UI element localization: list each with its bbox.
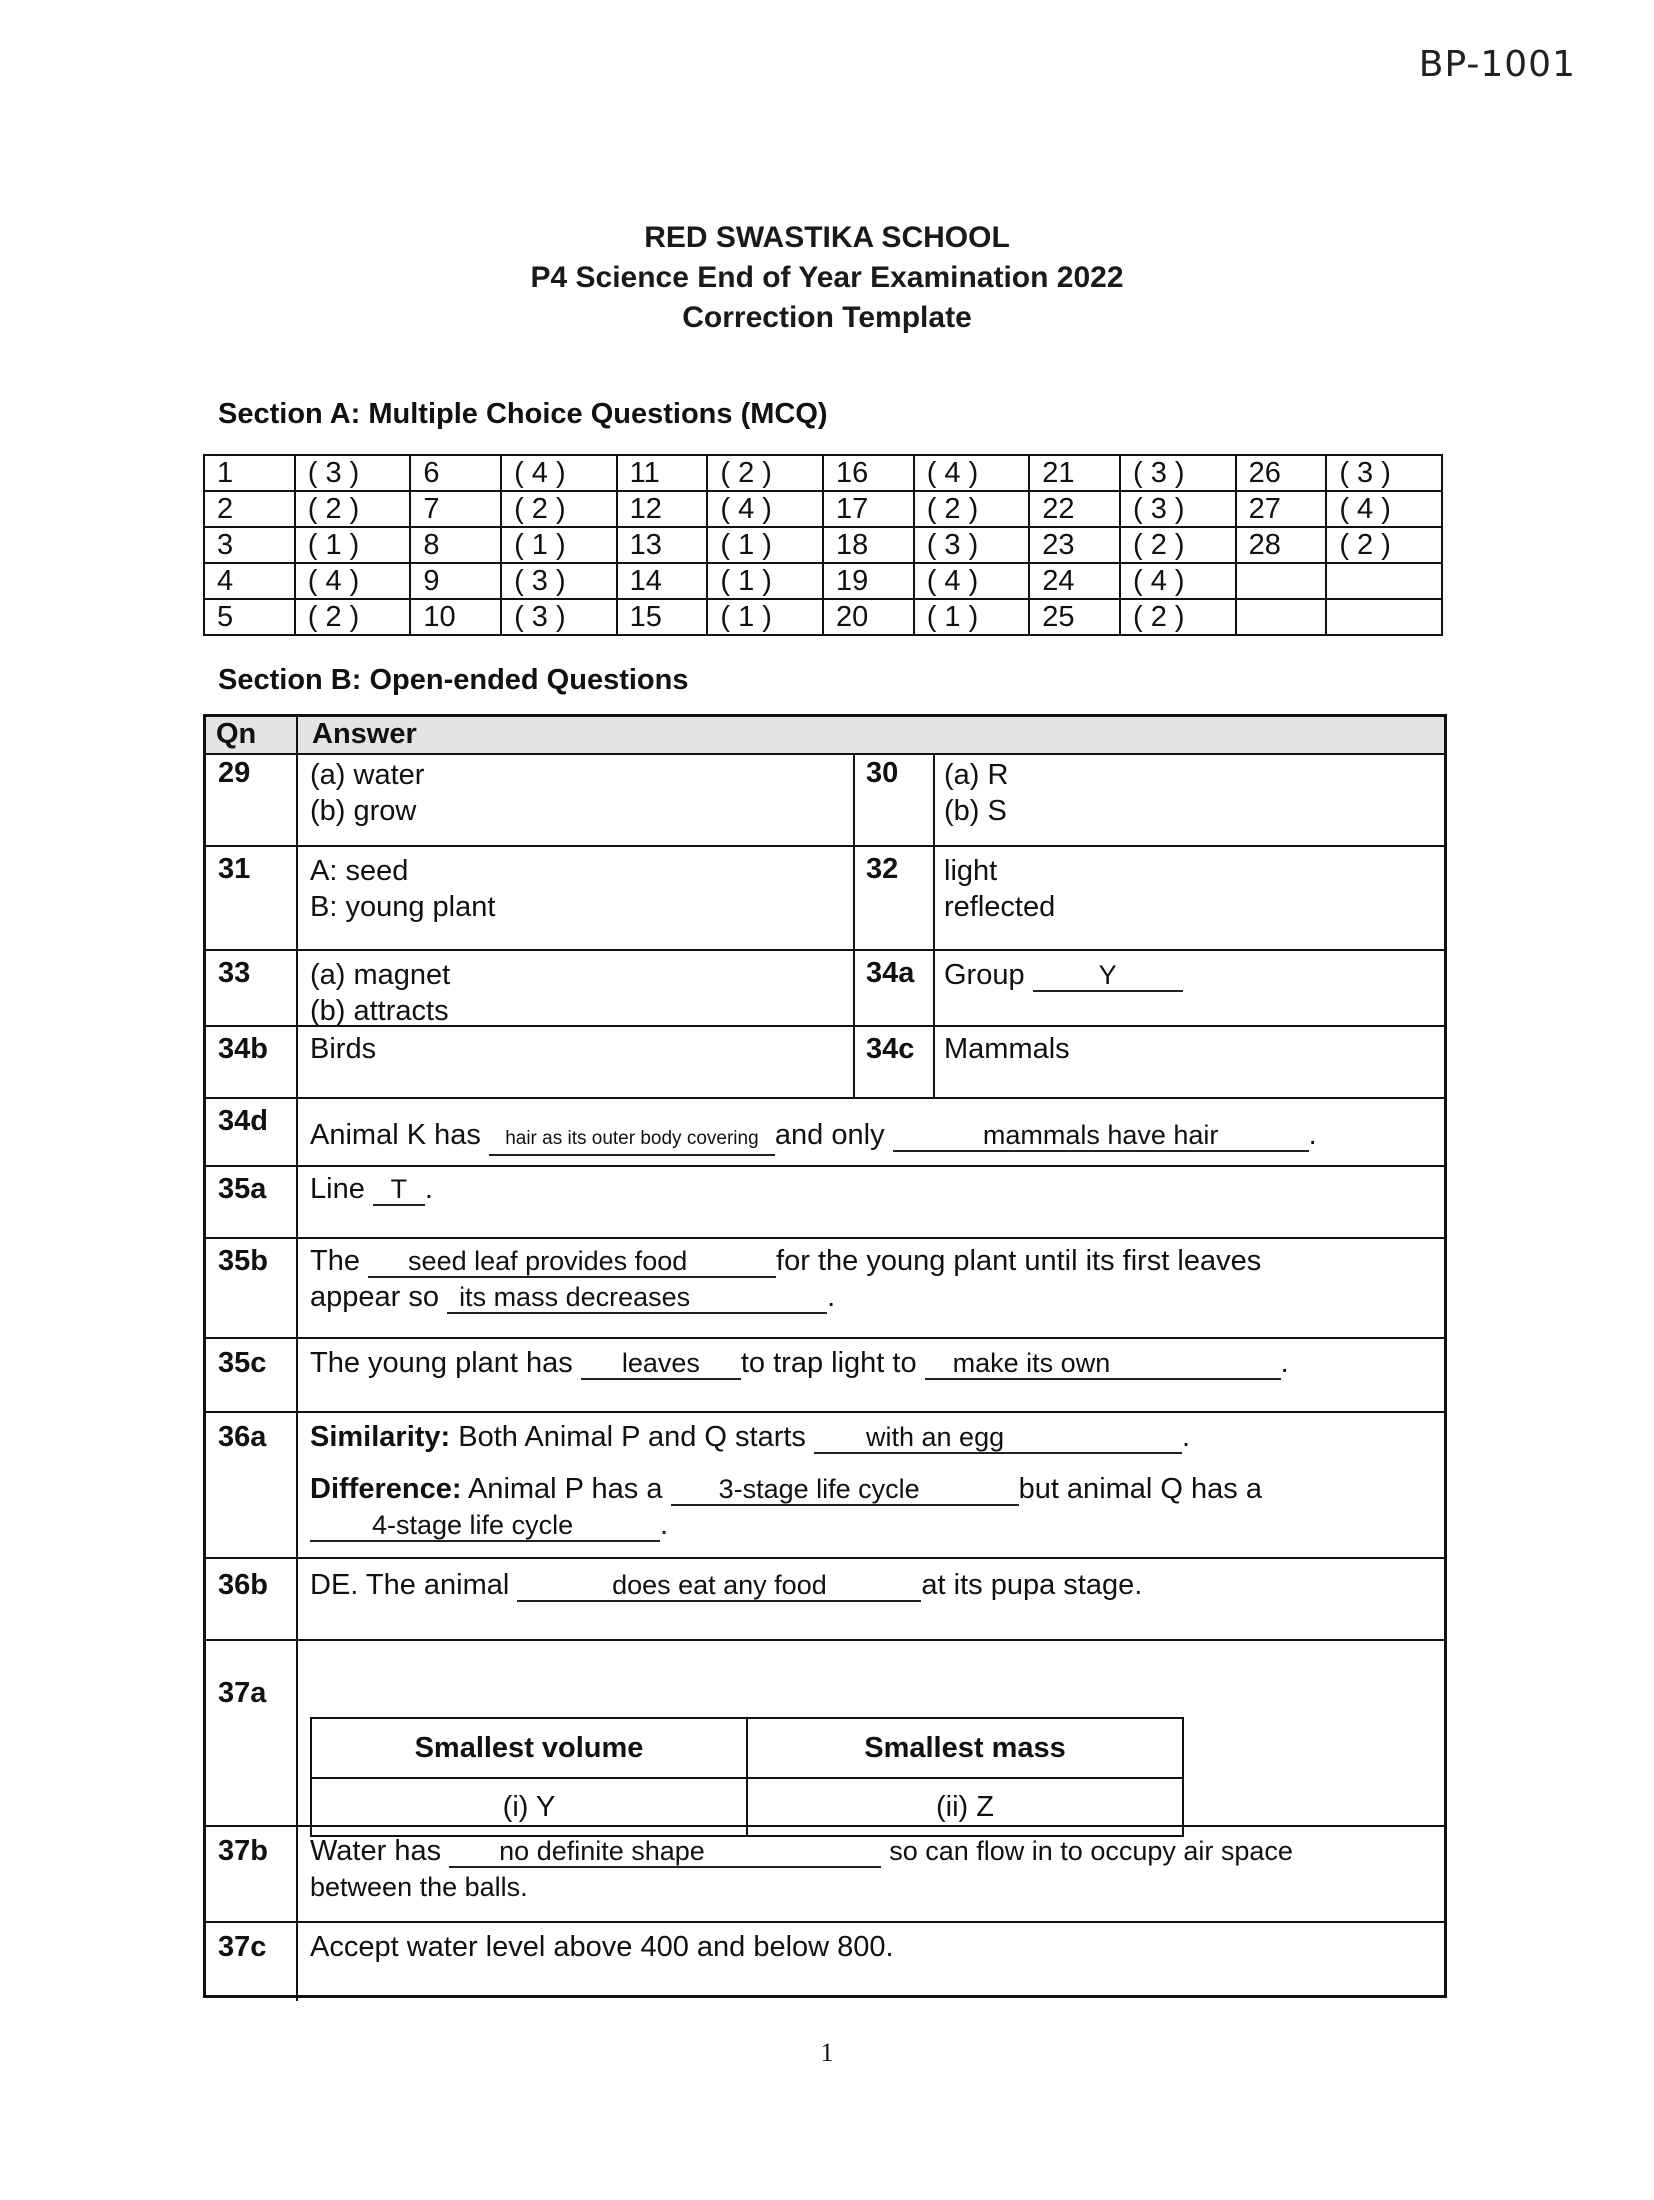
mcq-answer: ( 2 ) (707, 455, 823, 491)
mcq-question-number: 23 (1029, 527, 1120, 563)
q37a-number: 37a (218, 1677, 267, 1709)
q35b-answer: The seed leaf provides food for the young plant until its first leaves appear so its mass decreases . (310, 1245, 1262, 1313)
mcq-question-number: 9 (410, 563, 501, 599)
mcq-answer: ( 2 ) (1326, 527, 1442, 563)
open-ended-answer-table (203, 714, 1447, 1998)
q31-answer: A: seed B: young plant (310, 855, 496, 923)
q37c-number: 37c (218, 1931, 267, 1963)
q37b-answer: Water has no definite shape so can flow in to occupy air space between the balls. (310, 1835, 1293, 1902)
mcq-answer: ( 2 ) (295, 599, 411, 635)
document-id: BP-1001 (1418, 44, 1576, 85)
smallest-mass-header: Smallest mass (747, 1718, 1183, 1778)
mcq-answer: ( 3 ) (501, 563, 617, 599)
q36a-number: 36a (218, 1421, 267, 1453)
mcq-question-number: 5 (204, 599, 295, 635)
q34d-number: 34d (218, 1105, 268, 1137)
q34c-answer: Mammals (944, 1033, 1070, 1065)
mcq-row (204, 527, 1442, 563)
q35b-number: 35b (218, 1245, 268, 1277)
mcq-question-number: 7 (410, 491, 501, 527)
q37b-number: 37b (218, 1835, 268, 1867)
school-name: RED SWASTIKA SCHOOL (644, 221, 1010, 254)
mcq-answer: ( 4 ) (914, 563, 1030, 599)
q33-number: 33 (218, 957, 251, 989)
mcq-question-number (1236, 599, 1327, 635)
mcq-question-number: 11 (617, 455, 708, 491)
q34a-number: 34a (866, 957, 915, 989)
q36a-similarity: Similarity: Both Animal P and Q starts with an egg . (310, 1421, 1191, 1453)
mcq-answer: ( 2 ) (501, 491, 617, 527)
header-qn: Qn (216, 718, 257, 750)
q30-number: 30 (866, 757, 899, 789)
mcq-question-number: 16 (823, 455, 914, 491)
mcq-answer: ( 2 ) (295, 491, 411, 527)
template-subtitle: Correction Template (682, 301, 972, 334)
q37c-answer: Accept water level above 400 and below 800. (310, 1931, 894, 1963)
mcq-answer: ( 2 ) (1120, 527, 1236, 563)
mcq-question-number: 15 (617, 599, 708, 635)
q34a-answer: Group Y (944, 957, 1183, 993)
mcq-question-number: 26 (1236, 455, 1327, 491)
q30-answer: (a) R (b) S (944, 759, 1009, 827)
mcq-question-number: 27 (1236, 491, 1327, 527)
smallest-mass-answer: (ii) Z (747, 1778, 1183, 1836)
header-answer: Answer (312, 718, 417, 750)
mcq-question-number: 22 (1029, 491, 1120, 527)
mcq-question-number: 21 (1029, 455, 1120, 491)
mcq-answer: ( 1 ) (914, 599, 1030, 635)
q36b-answer: DE. The animal does eat any food at its pupa stage. (310, 1569, 1143, 1601)
mcq-row (204, 563, 1442, 599)
mcq-question-number: 18 (823, 527, 914, 563)
mcq-question-number (1236, 563, 1327, 599)
q35c-answer: The young plant has leaves to trap light to make its own . (310, 1347, 1289, 1379)
smallest-volume-answer: (i) Y (311, 1778, 747, 1836)
mcq-question-number: 12 (617, 491, 708, 527)
mcq-row (204, 455, 1442, 491)
mcq-answer: ( 3 ) (1120, 491, 1236, 527)
q34b-number: 34b (218, 1033, 268, 1065)
mcq-question-number: 20 (823, 599, 914, 635)
q34d-answer: Animal K has hair as its outer body covering and only mammals have hair . (310, 1117, 1317, 1156)
mcq-question-number: 24 (1029, 563, 1120, 599)
mcq-answer: ( 2 ) (914, 491, 1030, 527)
mcq-answer: ( 3 ) (501, 599, 617, 635)
mcq-answer: ( 4 ) (1120, 563, 1236, 599)
smallest-volume-header: Smallest volume (311, 1718, 747, 1778)
q35c-number: 35c (218, 1347, 267, 1379)
mcq-question-number: 14 (617, 563, 708, 599)
mcq-question-number: 28 (1236, 527, 1327, 563)
mcq-answer: ( 4 ) (707, 491, 823, 527)
q36b-number: 36b (218, 1569, 268, 1601)
mcq-question-number: 13 (617, 527, 708, 563)
q29-number: 29 (218, 757, 251, 789)
mcq-answer: ( 3 ) (1326, 455, 1442, 491)
mcq-answer: ( 4 ) (1326, 491, 1442, 527)
mcq-answer: ( 2 ) (1120, 599, 1236, 635)
mcq-answer (1326, 563, 1442, 599)
page-header (0, 218, 1654, 338)
section-b-title: Section B: Open-ended Questions (218, 664, 689, 696)
mcq-answer: ( 1 ) (707, 527, 823, 563)
mcq-answer: ( 1 ) (707, 599, 823, 635)
mcq-question-number: 19 (823, 563, 914, 599)
mcq-answer: ( 1 ) (501, 527, 617, 563)
page-number: 1 (820, 2038, 834, 2067)
mcq-question-number: 4 (204, 563, 295, 599)
mcq-row (204, 491, 1442, 527)
mcq-answer: ( 4 ) (914, 455, 1030, 491)
mcq-question-number: 6 (410, 455, 501, 491)
section-a-title: Section A: Multiple Choice Questions (MCQ) (218, 398, 828, 430)
mcq-question-number: 10 (410, 599, 501, 635)
mcq-answer: ( 1 ) (707, 563, 823, 599)
exam-title: P4 Science End of Year Examination 2022 (530, 261, 1124, 294)
mcq-answer: ( 4 ) (501, 455, 617, 491)
mcq-answer-table (203, 454, 1443, 636)
q32-answer: light reflected (944, 855, 1056, 923)
mcq-question-number: 3 (204, 527, 295, 563)
mcq-answer (1326, 599, 1442, 635)
mcq-question-number: 1 (204, 455, 295, 491)
q37a-answer-table (310, 1717, 1184, 1837)
q32-number: 32 (866, 853, 899, 885)
mcq-question-number: 25 (1029, 599, 1120, 635)
mcq-answer: ( 1 ) (295, 527, 411, 563)
mcq-answer: ( 3 ) (295, 455, 411, 491)
q35a-number: 35a (218, 1173, 267, 1205)
q34c-number: 34c (866, 1033, 915, 1065)
mcq-row (204, 599, 1442, 635)
mcq-question-number: 8 (410, 527, 501, 563)
q33-answer: (a) magnet (b) attracts (310, 959, 451, 1027)
mcq-question-number: 17 (823, 491, 914, 527)
mcq-answer: ( 4 ) (295, 563, 411, 599)
q34b-answer: Birds (310, 1033, 377, 1065)
q31-number: 31 (218, 853, 251, 885)
q35a-answer: Line T . (310, 1173, 433, 1205)
q36a-difference: Difference: Animal P has a 3-stage life cycle but animal Q has a 4-stage life cycle . (310, 1473, 1262, 1541)
mcq-answer: ( 3 ) (1120, 455, 1236, 491)
mcq-answer: ( 3 ) (914, 527, 1030, 563)
mcq-question-number: 2 (204, 491, 295, 527)
q29-answer: (a) water (b) grow (310, 759, 425, 827)
